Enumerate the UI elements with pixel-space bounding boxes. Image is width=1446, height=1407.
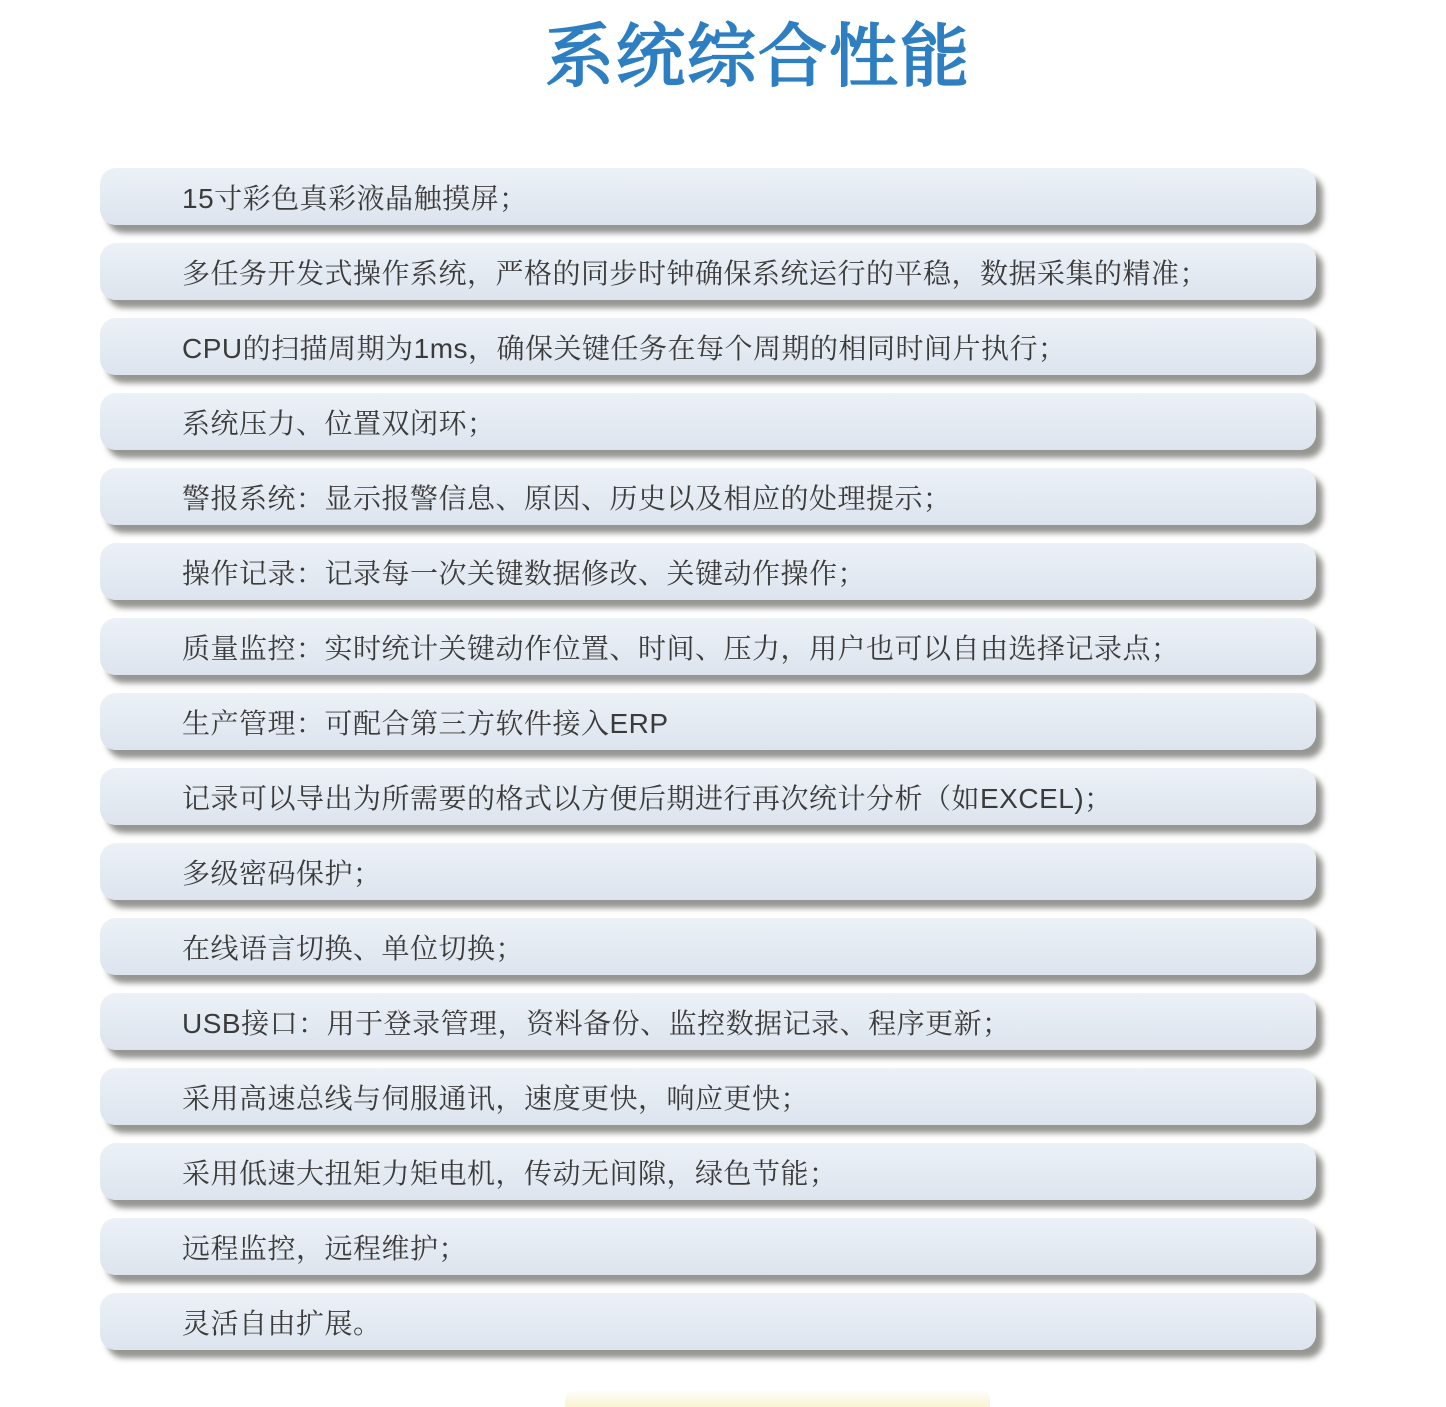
feature-item-torque-motor <box>100 1143 1316 1200</box>
feature-text: 灵活自由扩展。 <box>182 1307 382 1339</box>
feature-item-display <box>100 168 1316 225</box>
feature-text: 系统压力、位置双闭环； <box>182 407 496 439</box>
feature-item-quality-monitor <box>100 618 1316 675</box>
feature-item-alarm-system <box>100 468 1316 525</box>
feature-text: 远程监控，远程维护； <box>182 1232 468 1264</box>
feature-item-export-excel <box>100 768 1316 825</box>
feature-item-usb <box>100 993 1316 1050</box>
feature-text: 警报系统：显示报警信息、原因、历史以及相应的处理提示； <box>182 482 952 514</box>
feature-list <box>100 168 1316 1368</box>
next-section-cutoff-banner <box>565 1391 990 1407</box>
feature-item-remote <box>100 1218 1316 1275</box>
feature-text: 操作记录：记录每一次关键数据修改、关键动作操作； <box>182 557 867 589</box>
feature-item-production-erp <box>100 693 1316 750</box>
page-title: 系统综合性能 <box>545 18 971 95</box>
feature-text: 质量监控：实时统计关键动作位置、时间、压力，用户也可以自由选择记录点； <box>182 632 1180 664</box>
feature-text: 采用低速大扭矩力矩电机，传动无间隙，绿色节能； <box>182 1157 838 1189</box>
feature-text: 多级密码保护； <box>182 857 382 889</box>
feature-item-password <box>100 843 1316 900</box>
feature-item-os <box>100 243 1316 300</box>
feature-item-operation-log <box>100 543 1316 600</box>
feature-text: 15寸彩色真彩液晶触摸屏； <box>182 182 528 214</box>
feature-item-closed-loop <box>100 393 1316 450</box>
feature-text: 记录可以导出为所需要的格式以方便后期进行再次统计分析（如EXCEL)； <box>182 782 1113 814</box>
feature-text: 采用高速总线与伺服通讯，速度更快，响应更快； <box>182 1082 810 1114</box>
feature-text: CPU的扫描周期为1ms，确保关键任务在每个周期的相同时间片执行； <box>182 332 1067 364</box>
feature-item-expansion <box>100 1293 1316 1350</box>
feature-text: USB接口：用于登录管理，资料备份、监控数据记录、程序更新； <box>182 1007 1011 1039</box>
feature-item-servo-bus <box>100 1068 1316 1125</box>
feature-text: 生产管理：可配合第三方软件接入ERP <box>182 707 669 739</box>
feature-item-cpu-scan <box>100 318 1316 375</box>
feature-text: 多任务开发式操作系统，严格的同步时钟确保系统运行的平稳，数据采集的精准； <box>182 257 1209 289</box>
feature-text: 在线语言切换、单位切换； <box>182 932 525 964</box>
feature-item-language-switch <box>100 918 1316 975</box>
